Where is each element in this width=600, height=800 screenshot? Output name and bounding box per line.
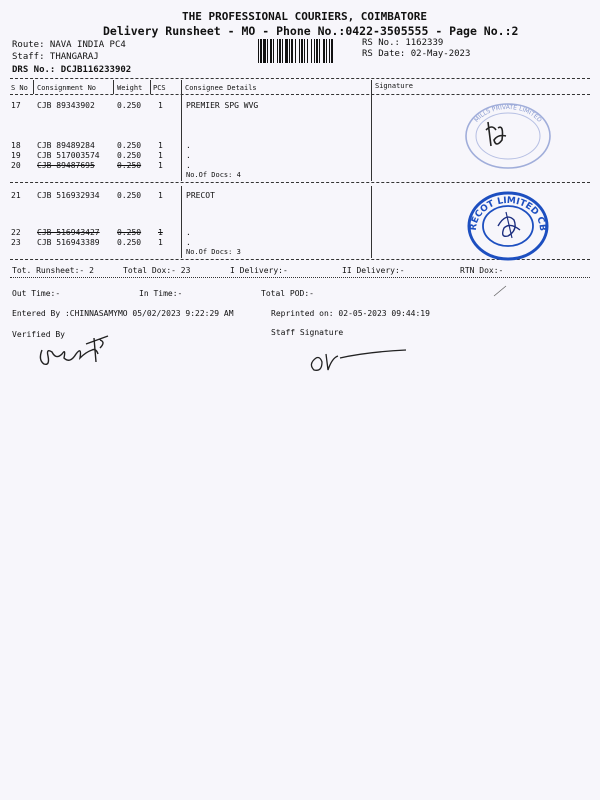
totals-rule xyxy=(10,277,590,278)
total-pod: Total POD:- xyxy=(261,289,314,298)
row-pcs: 1 xyxy=(158,141,163,150)
staff-signature-label: Staff Signature xyxy=(271,328,344,337)
mills-stamp-text: MILLS PRIVATE LIMITED xyxy=(473,103,543,124)
row-consignment: CJB 89343902 xyxy=(37,101,95,110)
barcode-bar xyxy=(291,39,293,63)
row-consignment: CJB 516943427 xyxy=(37,228,100,237)
rs-number: RS No.: 1162339 xyxy=(362,38,444,48)
verified-by-label: Verified By xyxy=(12,330,65,339)
entered-by: Entered By :CHINNASAMYMO 05/02/2023 9:22:29 AM xyxy=(12,309,234,318)
group-separator xyxy=(10,182,590,183)
barcode-bar xyxy=(285,39,288,63)
row-pcs: 1 xyxy=(158,101,163,110)
row-consignee: . xyxy=(186,141,191,150)
barcode-bar xyxy=(307,39,308,63)
row-sno: 17 xyxy=(11,101,21,110)
rs-date: RS Date: 02-May-2023 xyxy=(362,49,471,59)
col-header-consignee: Consignee Details xyxy=(185,84,257,92)
drs-number: DRS No.: DCJB116233902 xyxy=(12,65,132,75)
barcode-bar xyxy=(273,39,274,63)
barcode-bar xyxy=(326,39,327,63)
row-weight: 0.250 xyxy=(117,141,142,150)
row-consignee: . xyxy=(186,151,191,160)
barcode-bar xyxy=(329,39,330,63)
row-sno: 23 xyxy=(11,238,21,247)
route-label: Route: NAVA INDIA PC4 xyxy=(12,40,126,50)
barcode-bar xyxy=(289,39,290,63)
barcode xyxy=(258,39,353,63)
barcode-bar xyxy=(311,39,312,63)
col-divider xyxy=(371,80,372,181)
barcode-bar xyxy=(319,39,320,63)
barcode-bar xyxy=(258,39,259,63)
col-divider xyxy=(181,186,182,258)
barcode-bar xyxy=(314,39,315,63)
total-dox: Total Dox:- 23 xyxy=(123,266,191,275)
row-weight: 0.250 xyxy=(117,101,142,110)
table-header-rule xyxy=(10,94,590,95)
in-time: In Time:- xyxy=(139,289,183,298)
barcode-bar xyxy=(301,39,303,63)
barcode-bar xyxy=(263,39,266,63)
barcode-bar xyxy=(277,39,278,63)
row-sno: 19 xyxy=(11,151,21,160)
runsheet-title: Delivery Runsheet - MO - Phone No.:0422-3505555 - Page No.:2 xyxy=(103,24,519,38)
pen-tick xyxy=(492,280,512,300)
out-time: Out Time:- xyxy=(12,289,61,298)
mills-stamp xyxy=(458,100,558,172)
barcode-bar xyxy=(323,39,325,63)
row-pcs: 1 xyxy=(158,151,163,160)
row-consignment: CJB 89489284 xyxy=(37,141,95,150)
row-weight: 0.250 xyxy=(117,151,142,160)
row-weight: 0.250 xyxy=(117,161,142,170)
row-weight: 0.250 xyxy=(117,191,142,200)
barcode-bar xyxy=(331,39,333,63)
col-divider xyxy=(33,80,34,94)
reprinted-on: Reprinted on: 02-05-2023 09:44:19 xyxy=(271,309,430,318)
row-pcs: 1 xyxy=(158,191,163,200)
company-name: THE PROFESSIONAL COURIERS, COIMBATORE xyxy=(182,10,428,23)
col-header-signature: Signature xyxy=(375,82,413,90)
col-header-pcs: PCS xyxy=(153,84,166,92)
row-pcs: 1 xyxy=(158,238,163,247)
barcode-bar xyxy=(316,39,318,63)
row-pcs: 1 xyxy=(158,228,163,237)
i-delivery: I Delivery:- xyxy=(230,266,288,275)
tot-runsheet: Tot. Runsheet:- 2 xyxy=(12,266,94,275)
table-top-rule xyxy=(10,78,590,79)
row-consignee: PRECOT xyxy=(186,191,215,200)
staff-label: Staff: THANGARAJ xyxy=(12,52,99,62)
precot-stamp xyxy=(462,183,550,262)
row-consignment: CJB 516932934 xyxy=(37,191,100,200)
barcode-bar xyxy=(260,39,262,63)
row-sno: 18 xyxy=(11,141,21,150)
barcode-bar xyxy=(267,39,268,63)
row-consignee: PREMIER SPG WVG xyxy=(186,101,259,110)
precot-stamp-text: PRECOT LIMITED CBE xyxy=(462,183,548,232)
row-consignee: . xyxy=(186,228,191,237)
barcode-bar xyxy=(299,39,300,63)
col-header-weight: Weight xyxy=(117,84,143,92)
barcode-bar xyxy=(282,39,283,63)
barcode-bar xyxy=(270,39,272,63)
col-divider xyxy=(371,186,372,258)
docs-count: No.Of Docs: 4 xyxy=(186,171,241,179)
barcode-bar xyxy=(304,39,305,63)
row-pcs: 1 xyxy=(158,161,163,170)
col-divider xyxy=(113,80,114,94)
row-consignment: CJB 89487695 xyxy=(37,161,95,170)
row-consignment: CJB 516943389 xyxy=(37,238,100,247)
rtn-dox: RTN Dox:- xyxy=(460,266,504,275)
row-weight: 0.250 xyxy=(117,238,142,247)
barcode-bar xyxy=(279,39,281,63)
col-divider xyxy=(181,80,182,181)
staff-signature xyxy=(306,344,410,376)
docs-count: No.Of Docs: 3 xyxy=(186,248,241,256)
row-sno: 20 xyxy=(11,161,21,170)
row-sno: 21 xyxy=(11,191,21,200)
row-weight: 0.250 xyxy=(117,228,142,237)
row-consignee: . xyxy=(186,238,191,247)
row-consignee: . xyxy=(186,161,191,170)
row-consignment: CJB 517003574 xyxy=(37,151,100,160)
ii-delivery: II Delivery:- xyxy=(342,266,405,275)
verified-signature xyxy=(36,330,116,370)
col-divider xyxy=(150,80,151,94)
row-sno: 22 xyxy=(11,228,21,237)
barcode-bar xyxy=(295,39,296,63)
col-header-sno: S No xyxy=(11,84,28,92)
col-header-consignment: Consignment No xyxy=(37,84,97,92)
